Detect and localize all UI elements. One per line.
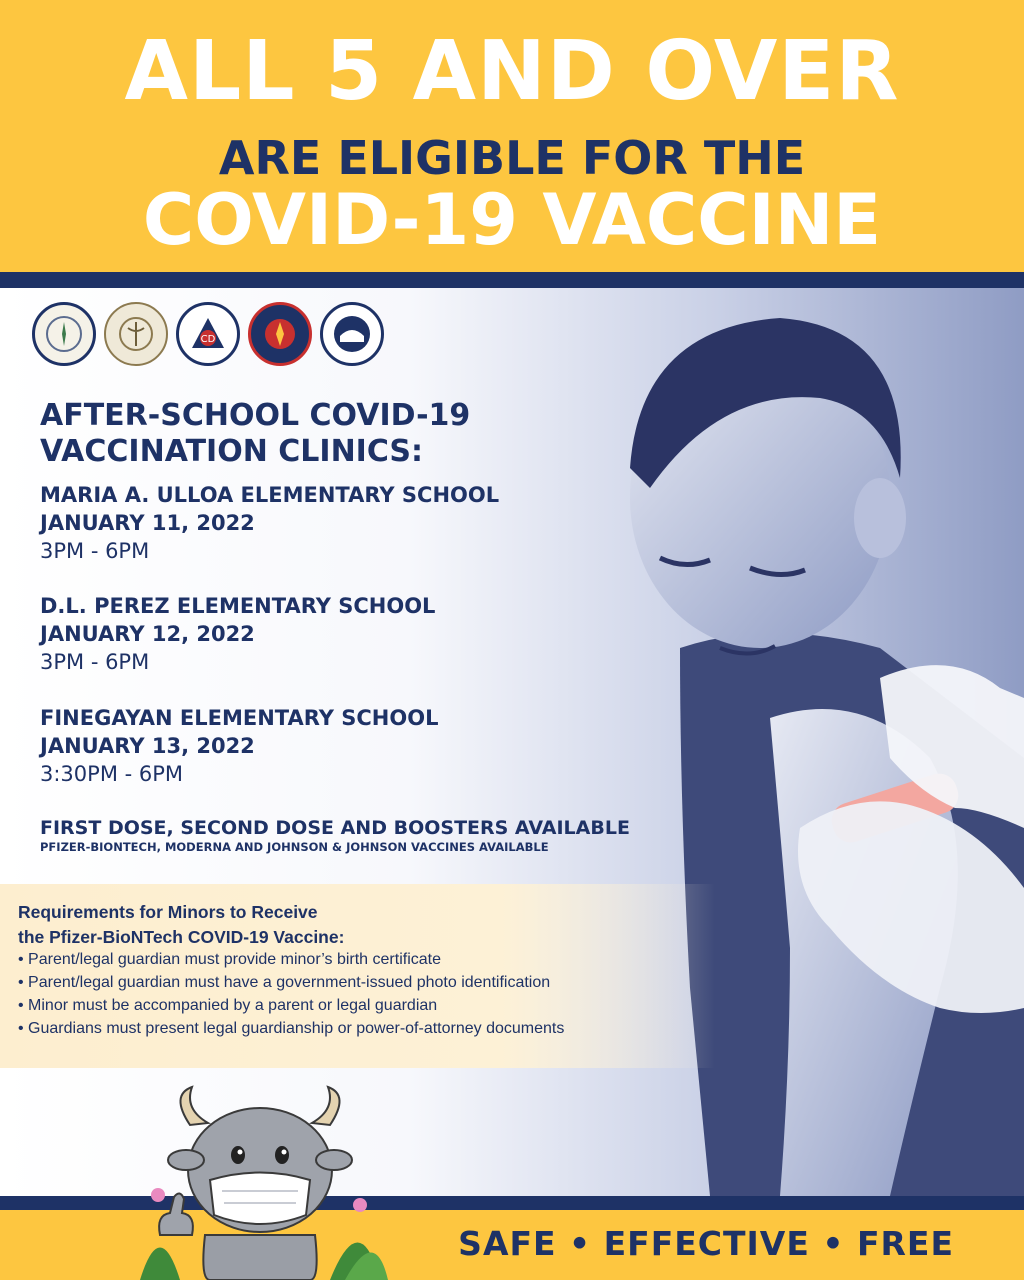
guam-seal-icon xyxy=(32,302,96,366)
main-panel xyxy=(0,288,1024,1196)
civil-defense-seal-icon xyxy=(176,302,240,366)
clinics-heading-line2: VACCINATION CLINICS: xyxy=(40,434,424,469)
agency-logos xyxy=(32,302,384,366)
clinic-date: JANUARY 11, 2022 xyxy=(40,511,255,535)
clinic-entry-perez xyxy=(40,592,435,676)
clinic-school: FINEGAYAN ELEMENTARY SCHOOL xyxy=(40,706,439,730)
headline-eligible: ARE ELIGIBLE FOR THE xyxy=(218,131,806,185)
headline-age: ALL 5 AND OVER xyxy=(124,24,900,119)
list-item: • Guardians must present legal guardianship or power-of-attorney documents xyxy=(18,1020,565,1037)
clinic-school: MARIA A. ULLOA ELEMENTARY SCHOOL xyxy=(40,483,500,507)
header-banner xyxy=(0,0,1024,272)
tagline: SAFE • EFFECTIVE • FREE xyxy=(458,1224,954,1263)
headline-vaccine: COVID-19 VACCINE xyxy=(142,179,882,261)
requirements-heading-line2: the Pfizer-BioNTech COVID-19 Vaccine: xyxy=(18,927,345,947)
list-item: • Parent/legal guardian must provide minor’s birth certificate xyxy=(18,951,441,968)
requirements-list xyxy=(18,948,564,1040)
list-item: • Minor must be accompanied by a parent or legal guardian xyxy=(18,997,438,1014)
clinic-school: D.L. PEREZ ELEMENTARY SCHOOL xyxy=(40,594,436,618)
public-health-seal-icon xyxy=(104,302,168,366)
requirements-box xyxy=(0,884,715,1068)
clinic-entry-finegayan xyxy=(40,704,438,788)
list-item: • Parent/legal guardian must have a government-issued photo identification xyxy=(18,974,551,991)
carabao-mascot-icon xyxy=(130,1085,390,1280)
svg-text:CD: CD xyxy=(200,334,216,345)
clinic-entry-ulloa xyxy=(40,481,499,565)
clinic-date: JANUARY 13, 2022 xyxy=(40,734,255,758)
requirements-heading-line1: Requirements for Minors to Receive xyxy=(18,902,318,922)
guam-national-guard-seal-icon xyxy=(248,302,312,366)
clinics-heading-line1: AFTER-SCHOOL COVID-19 xyxy=(40,398,471,433)
clinic-time: 3PM - 6PM xyxy=(40,539,150,563)
vaccines-available: PFIZER-BIONTECH, MODERNA AND JOHNSON & JOHNSON VACCINES AVAILABLE xyxy=(40,840,549,854)
doses-available: FIRST DOSE, SECOND DOSE AND BOOSTERS AVAILABLE xyxy=(40,817,630,839)
clinics-heading xyxy=(40,398,470,470)
department-of-education-seal-icon xyxy=(320,302,384,366)
top-divider xyxy=(0,272,1024,288)
clinic-time: 3:30PM - 6PM xyxy=(40,762,184,786)
requirements-heading xyxy=(18,900,344,950)
clinic-date: JANUARY 12, 2022 xyxy=(40,622,255,646)
clinic-time: 3PM - 6PM xyxy=(40,650,150,674)
